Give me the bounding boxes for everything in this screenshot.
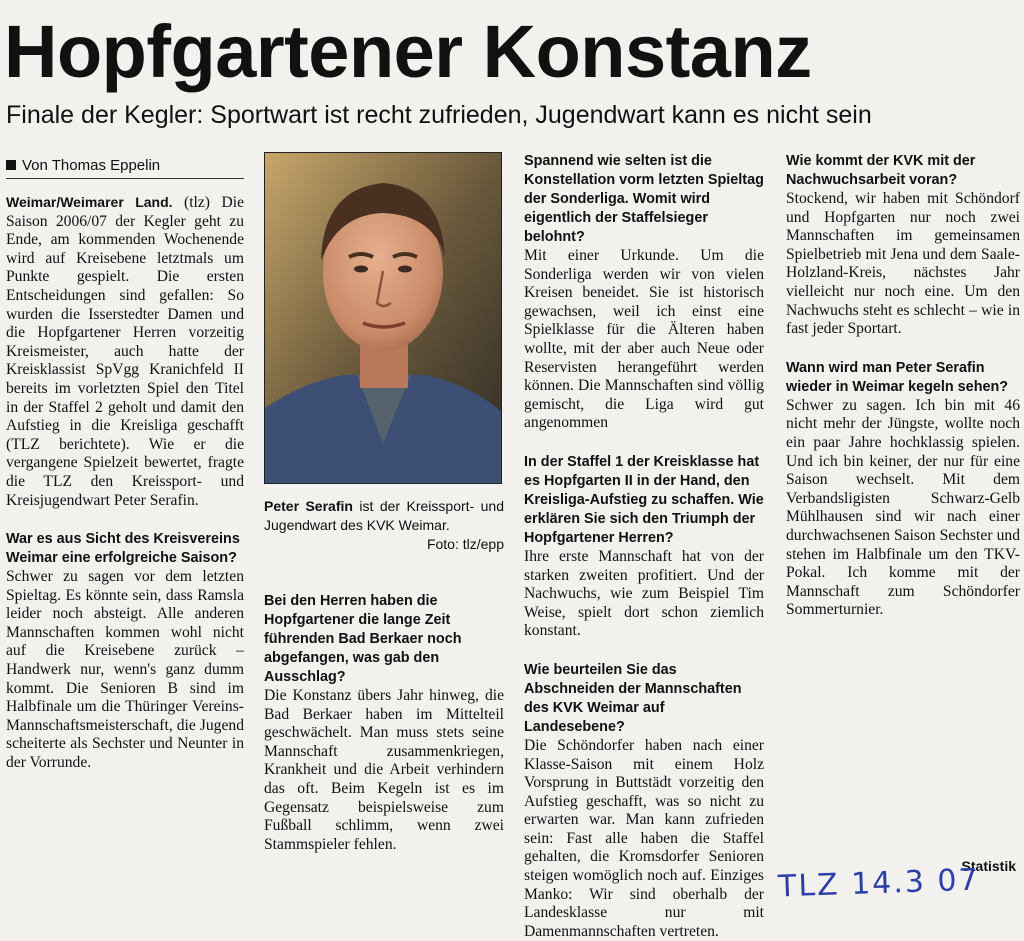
column-2	[264, 592, 504, 854]
headline: Hopfgartener Konstanz	[4, 10, 812, 93]
byline-text: Von Thomas Eppelin	[22, 157, 161, 174]
subheadline: Finale der Kegler: Sportwart ist recht zufrieden, Jugendwart kann es nicht sein	[6, 101, 872, 129]
question-1: War es aus Sicht des Kreisvereins Weimar eine erfolgreiche Saison?	[6, 531, 240, 567]
caption-name: Peter Serafin	[264, 498, 353, 514]
answer-2: Die Konstanz übers Jahr hinweg, die Bad Berkaer haben im Mittelteil geschwächelt. Man muss stets seine Mannschaft zusammenkriegen, Krankheit und die Arbeit verhindern das oft. Beim Kegeln ist es im Gegensatz beispielsweise zum Fußball schlimm, wenn zwei Stammspieler fehlen.	[264, 687, 504, 853]
signature-statistik: Statistik	[961, 858, 1016, 874]
intro-paragraph	[6, 193, 244, 510]
column-3	[524, 152, 764, 941]
photo-credit: Foto: tlz/epp	[426, 536, 504, 552]
answer-5: Die Schöndorfer haben nach einer Klasse-Saison mit einem Holz Vorsprung in Buttstädt vorzeitig den Aufstieg geschafft, was so nicht zu erwarten war. Man kann zufrieden sein: Fast alle haben die Staffel gehalten, die Kromsdorfer Senioren steigen womöglich noch auf. Einziges Manko: Wir sind oberhalb der Landesklasse nur mit Damenmannschaften vertreten.	[524, 736, 764, 940]
question-7: Wann wird man Peter Serafin wieder in Weimar kegeln sehen?	[786, 359, 1009, 395]
photo-caption	[264, 497, 504, 554]
column-1	[6, 193, 244, 773]
byline-rule	[6, 178, 244, 179]
byline-square-icon	[6, 160, 16, 170]
question-2: Bei den Herren haben die Hopfgartener die lange Zeit führenden Bad Berkaer noch abgefangen, was gab den Ausschlag?	[264, 593, 462, 685]
answer-6: Stockend, wir haben mit Schöndorf und Hopfgarten nur noch zwei Mannschaften im gemeinsamen Spielbetrieb mit Jena und dem Saale-Holzland-Kreis, nächstes Jahr vielleicht nur noch eine. Um den Nachwuchs steht es schlecht – wie in fast jeder Sportart.	[786, 190, 1020, 338]
answer-1: Schwer zu sagen vor dem letzten Spieltag. Es könnte sein, dass Ramsla leider noch absteigt. Alle anderen Mannschaften kommen wohl nicht auf die Kreisebene zurück – Handwerk nur, wenn's ganz dumm kommt. Die Senioren B sind im Halbfinale um die Thüringer Vereins-Mannschaftsmeisterschaft, die Jugend scheiterte als Sechster und Neunter in der Vorrunde.	[6, 568, 244, 772]
question-6: Wie kommt der KVK mit der Nachwuchsarbeit voran?	[786, 153, 976, 188]
answer-7: Schwer zu sagen. Ich bin mit 46 nicht mehr der Jüngste, wollte noch ein paar Jahre hochklassig spielen. Und ich bin keiner, der nur für eine Saison wechselt. Mit dem Verbandsligisten Schwarz-Gelb Mühlhausen sind wir nach einer durchwachsenen Saison Sechster und stehen im Halbfinale um den TKV-Pokal. Ich komme mit der Mannschaft zum Schöndorfer Sommerturnier.	[786, 396, 1020, 619]
column-4	[786, 152, 1020, 620]
question-5: Wie beurteilen Sie das Abschneiden der Mannschaften des KVK Weimar auf Landesebene?	[524, 661, 742, 735]
question-4: In der Staffel 1 der Kreisklasse hat es Hopfgarten II in der Hand, den Kreisliga-Aufstieg zu schaffen. Wie erklären Sie sich den Triumph der Hopfgartener Herren?	[524, 453, 764, 546]
question-3: Spannend wie selten ist die Konstellation vorm letzten Spieltag der Sonderliga. Womit wird eigentlich der Staffelsieger belohnt?	[524, 153, 764, 245]
intro-text: Die Saison 2006/07 der Kegler geht zu Ende, am kommenden Wochenende wird auf Kreisebene letztmals um Punkte gespielt. Die ersten Entscheidungen sind gefallen: So wurden die Isserstedter Damen und die Hopfgartener Herren vorzeitig Kreismeister, auch hatte der Kreisklassist SpVgg Kranichfeld II bereits im vorletzten Spiel den Titel in der Staffel 2 geholt und damit den Aufstieg in die Kreisliga geschafft (TLZ berichtete). Wie er die vergangene Spielzeit bewertet, fragte die TLZ den Kreissport- und Kreisjugendwart Peter Serafin.	[6, 194, 244, 509]
dateline: Weimar/Weimarer Land.	[6, 194, 173, 210]
byline	[6, 156, 246, 176]
handwritten-date-note: TLZ 14.3 07	[777, 862, 981, 905]
caption-text: ist der Kreissport- und Jugendwart des KVK Weimar.	[264, 498, 505, 533]
source-tag: (tlz)	[184, 194, 211, 211]
answer-4: Ihre erste Mannschaft hat von der starken zweiten profitiert. Und der Nachwuchs, wie zum Beispiel Tim Weise, spielt dort schon ziemlich konstant.	[524, 547, 764, 640]
portrait-photo	[264, 152, 502, 484]
answer-3: Mit einer Urkunde. Um die Sonderliga werden wir von vielen Kreisen beneidet. Sie ist historisch gewachsen, weil ich einst eine Spielklasse für die Älteren haben wollte, mit der aber auch Neue oder Reservisten herangeführt werden können. Die Mannschaften sind völlig gemischt, die Liga wird gut angenommen	[524, 247, 764, 432]
